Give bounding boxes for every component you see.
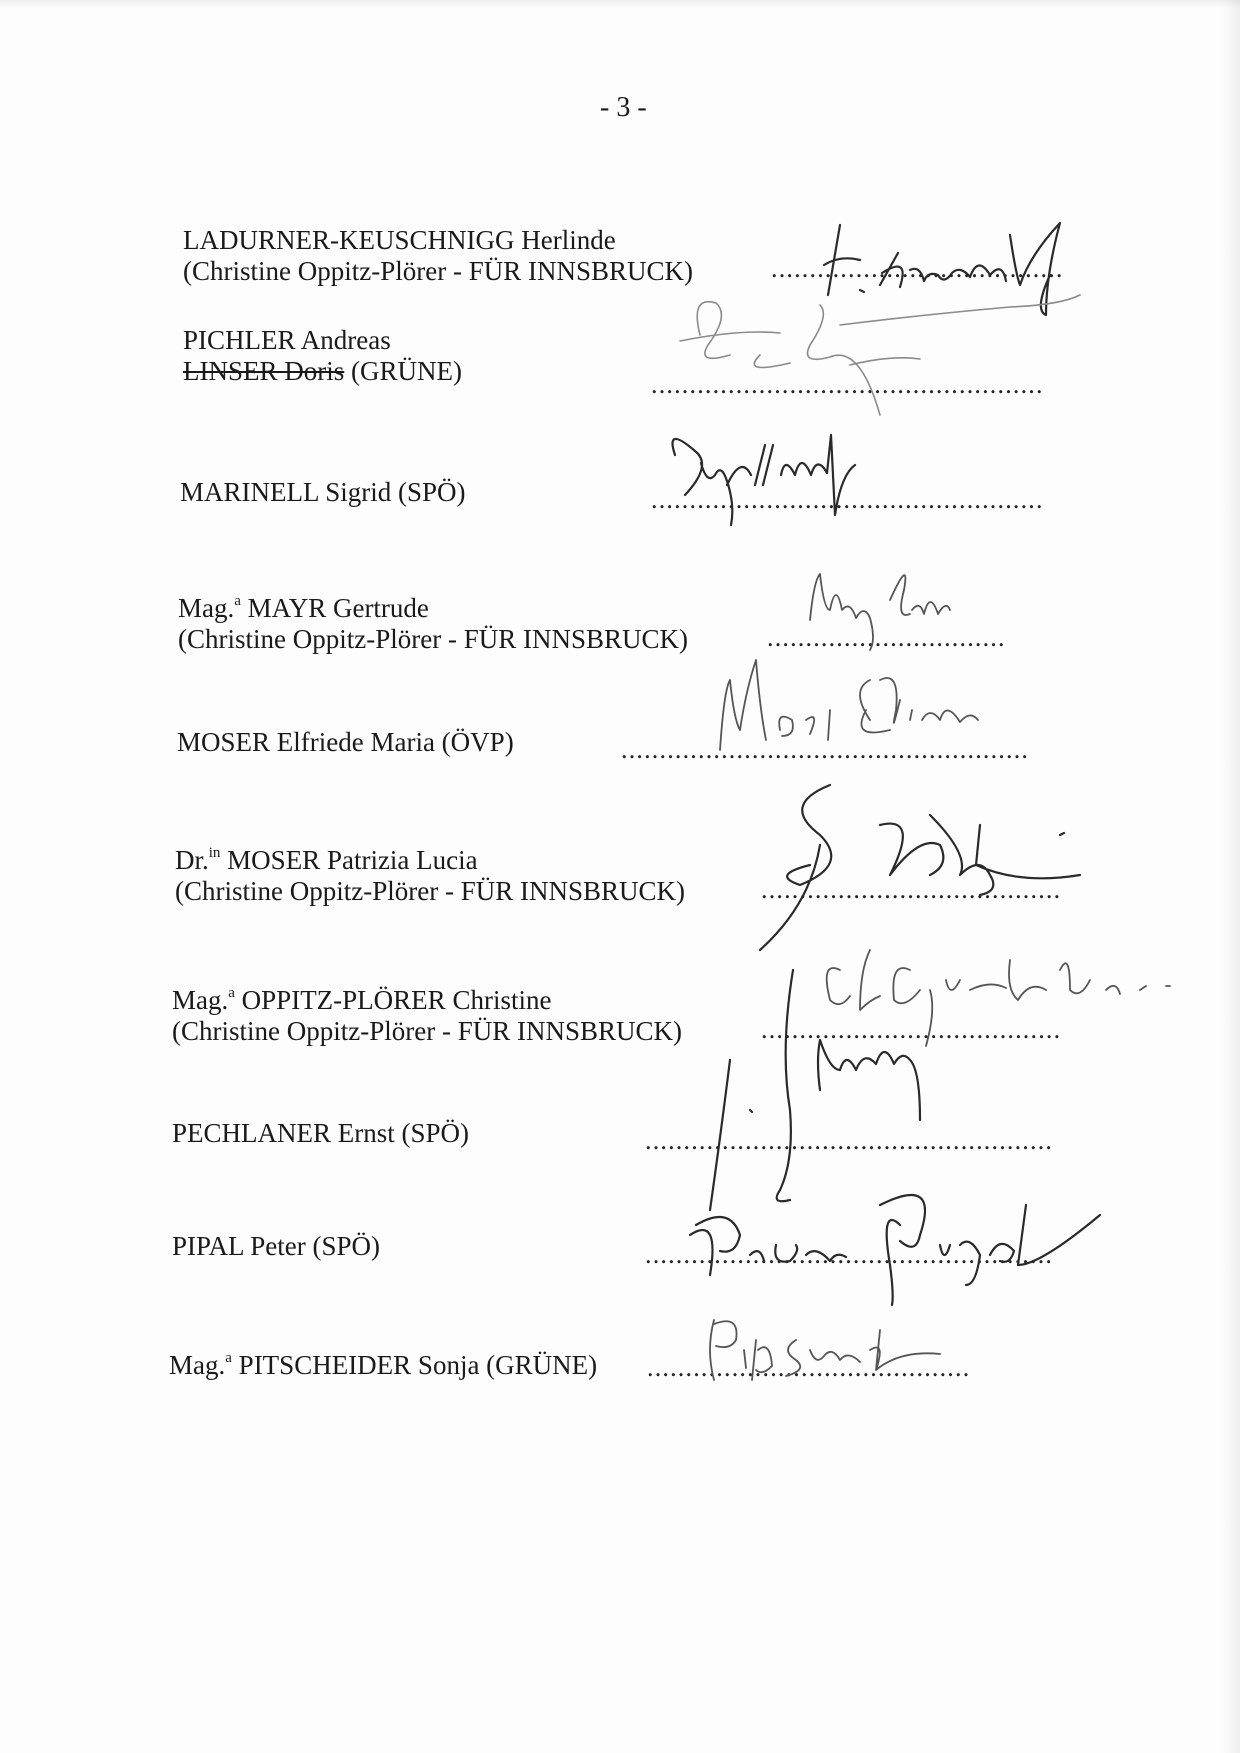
- signatory-name: PECHLANER Ernst (SPÖ): [172, 1118, 470, 1148]
- signatory-party-line: [183, 356, 462, 387]
- signature-line: .......................................: [761, 875, 1062, 904]
- academic-title-suffix: a: [225, 1350, 232, 1366]
- signatory-name: MAYR Gertrude: [247, 593, 429, 623]
- signatory-name: MOSER Elfriede Maria (ÖVP): [177, 727, 514, 757]
- signatory-entry: [183, 225, 693, 287]
- signatory-entry: [169, 1345, 597, 1381]
- scan-edge-top: [0, 0, 1240, 8]
- struck-name: LINSER Doris: [183, 356, 345, 386]
- signatory-affiliation: (Christine Oppitz-Plörer - FÜR INNSBRUCK): [172, 1016, 682, 1046]
- signature-line: ...............................: [767, 623, 1006, 652]
- academic-title-suffix: in: [208, 845, 221, 861]
- signatory-entry: [172, 1118, 469, 1149]
- academic-title: Mag.: [178, 593, 235, 623]
- signatory-name: PICHLER Andreas: [183, 325, 391, 355]
- handwritten-signature: [680, 1165, 1120, 1305]
- signature-line: ...................................................: [651, 370, 1044, 399]
- signatory-entry: [175, 840, 685, 907]
- signatory-name: PIPAL Peter (SPÖ): [172, 1231, 381, 1261]
- handwritten-signature: [700, 1310, 960, 1390]
- academic-title: Mag.: [172, 985, 229, 1015]
- signatory-name-line: [178, 588, 688, 624]
- signatory-name: MARINELL Sigrid (SPÖ): [180, 477, 466, 507]
- academic-title-suffix: a: [228, 985, 235, 1001]
- academic-title-suffix: a: [234, 593, 241, 609]
- scan-edge-right: [1222, 0, 1240, 1753]
- handwritten-signature: [660, 285, 1100, 420]
- signatory-entry: [172, 1231, 380, 1262]
- handwritten-signature: [655, 415, 885, 545]
- signatory-name: MOSER Patrizia Lucia: [227, 845, 478, 875]
- signatory-name-line: [169, 1345, 597, 1381]
- signature-line: .....................................................: [645, 1126, 1054, 1155]
- signature-line: ...................................................: [651, 485, 1044, 514]
- signatory-party: (GRÜNE): [351, 356, 462, 386]
- academic-title: Mag.: [169, 1350, 226, 1380]
- handwritten-signature: [740, 775, 1090, 955]
- signature-line: .......................................: [761, 1015, 1062, 1044]
- handwritten-signature: [700, 650, 1020, 770]
- signature-line: ......................................: [771, 254, 1064, 283]
- signatory-name-line: [175, 840, 685, 876]
- handwritten-signature: [800, 560, 980, 650]
- signatory-entry: [177, 727, 514, 758]
- signatory-affiliation: (Christine Oppitz-Plörer - FÜR INNSBRUCK): [175, 876, 685, 906]
- signatory-entry: [180, 477, 466, 508]
- signatory-entry: [183, 325, 462, 387]
- academic-title: Dr.: [175, 845, 209, 875]
- signature-line: ..........................................: [647, 1353, 971, 1382]
- page-number: - 3 -: [600, 92, 647, 123]
- signatory-entry: [178, 588, 688, 655]
- signature-line: .....................................................: [645, 1240, 1054, 1269]
- signatory-name: OPPITZ-PLÖRER Christine: [241, 985, 552, 1015]
- signatory-name: PITSCHEIDER Sonja (GRÜNE): [238, 1350, 598, 1380]
- signatory-entry: [172, 980, 682, 1047]
- signatory-affiliation: (Christine Oppitz-Plörer - FÜR INNSBRUCK): [183, 256, 693, 286]
- signature-line: .....................................................: [621, 735, 1030, 764]
- signatory-name: LADURNER-KEUSCHNIGG Herlinde: [183, 225, 616, 255]
- signatory-name-line: [172, 980, 682, 1016]
- signatory-affiliation: (Christine Oppitz-Plörer - FÜR INNSBRUCK): [178, 624, 688, 654]
